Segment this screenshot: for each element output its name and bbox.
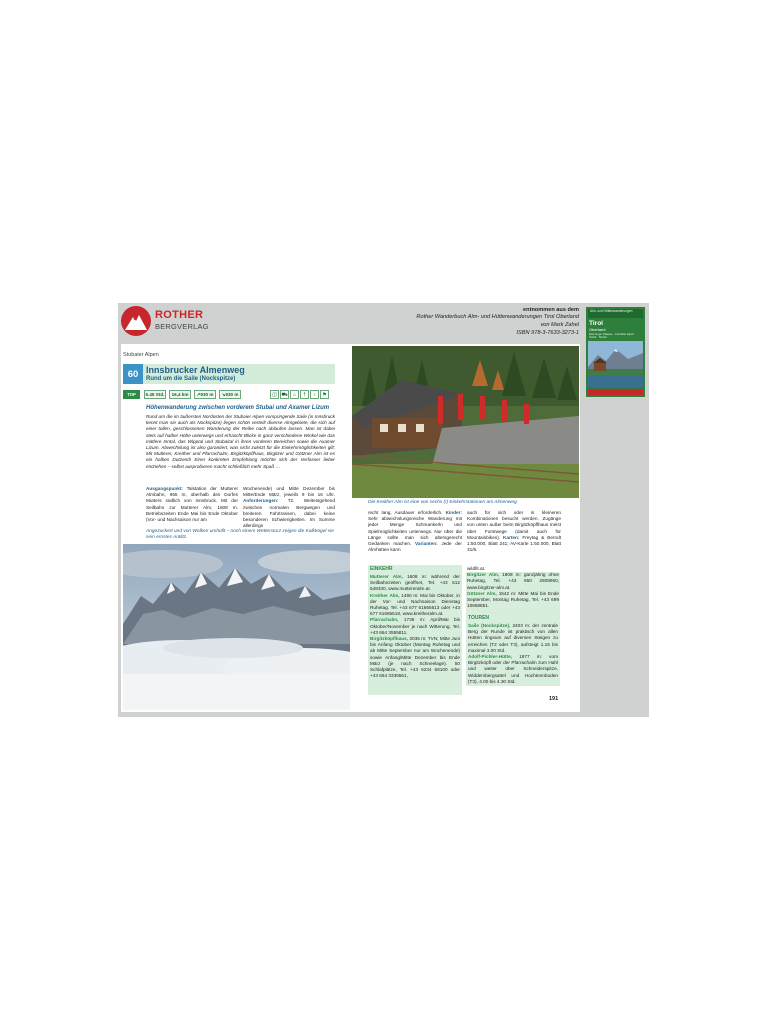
einkehr-item-name: Pfarrachalm, xyxy=(370,617,399,623)
flag-icon: ⚑ xyxy=(320,390,329,399)
touren-item-name: Saile (Nockspitze), xyxy=(468,623,511,628)
einkehr-item-text: 1542 m: Mitte Mai bis Ende September, Montag Ruhetag, Tel. +43 699 10658851. xyxy=(467,590,559,609)
length-note: recht lang, Ausdauer erforderlich. xyxy=(368,510,443,515)
einkehr-item xyxy=(467,591,559,610)
variants-text: Jede der Almhütten kann xyxy=(368,541,462,553)
family-icon: ♁ xyxy=(310,390,319,399)
einkehr-item-name: Birgitzer Alm, xyxy=(467,572,500,578)
einkehr-item-text: 1608 m: während der Seilbahnzeiten geöffnet, Tel. +43 512 548330, www.muttereralm.at. xyxy=(370,574,460,592)
einkehr-item-text: 1490 m: Mai bis Oktober, in der Vor- und Nachsaison Dienstag Ruhetag. Tel. +43 677 61665613 oder +43 677 61665618, www.kreitheralm.at. xyxy=(370,592,460,617)
requirements-text: T2. Weitestgehend zwischen normalen Bergwegen und breiteren Fahrtrassen, dabei keine besonderen Schwierigkeiten. Im Summe allerdings xyxy=(243,498,335,529)
einkehr-item-name: Birgitzköpflhaus, xyxy=(370,636,409,642)
page-number: 191 xyxy=(549,696,559,702)
top-badge: TOP xyxy=(123,390,140,399)
source-line-3: von Mark Zahel xyxy=(540,322,579,328)
cross-icon: † xyxy=(300,390,309,399)
einkehr-list-1 xyxy=(370,574,460,679)
touren-item-name: Adolf-Pichler-Hütte, xyxy=(468,654,513,660)
source-isbn: ISBN 978-3-7633-3273-1 xyxy=(516,330,579,336)
start-point-text: Talstation der Mutterer Almbahn, 955 m, oberhalb des Dorfes Mutters südlich von Innsbruck. Mit der Seilbahn zur Mutterer Alm, 1608 m. Betriebszeiten Ende Mai bis Ende Oktober (Vor- und Nachsaison nur am xyxy=(146,486,238,523)
einkehr-item xyxy=(370,574,460,593)
einkehr-list-2 xyxy=(467,566,559,609)
rother-logo-icon xyxy=(121,306,151,336)
cover-footer xyxy=(588,389,643,395)
einkehr-continued: wildfit.at. xyxy=(467,566,486,571)
einkehr-item-text: 1808 m: ganzjährig ohne Ruhetag, Tel. +43 650 2809950, www.birgitzer-alm.at. xyxy=(467,572,559,590)
einkehr-item xyxy=(370,636,460,679)
cable-car-icon: ◫ xyxy=(270,390,279,399)
touren-item xyxy=(468,654,558,685)
stat-distance: 16,4 km xyxy=(169,390,191,399)
einkehr-heading: EINKEHR xyxy=(370,566,393,572)
einkehr-item-name: Götzner Alm, xyxy=(467,590,497,596)
touren-item-text: 1977 m: vom Birgitzköpfl oder der Pfarrachalm zum Hahl und weiter über Schneiderspitze, Widdersbergsattel und Hochtennboden (T3), 4.00 bis 4.30 Std. xyxy=(468,654,558,684)
route-subtitle: Rund um die Saile (Nockspitze) xyxy=(146,376,236,382)
start-point-label: Ausgangspunkt: xyxy=(146,486,183,491)
book-cover-image xyxy=(586,307,645,397)
kreither-alm-photo xyxy=(352,346,579,498)
bus-icon: ⛟ xyxy=(281,392,288,398)
maps-label: Karten: xyxy=(503,534,520,540)
einkehr-item xyxy=(370,617,460,636)
left-column-2 xyxy=(243,486,335,529)
requirements-label: Anforderungen: xyxy=(243,498,279,504)
lead-title: Höhenwanderung zwischen vorderem Stubai und Axamer Lizum xyxy=(146,405,330,411)
season-text: Wochenende) und Mitte Dezember bis Mitte/Ende März, jeweils 9 bis 16 Uhr. xyxy=(243,486,335,498)
cover-title: Tirol xyxy=(589,320,603,327)
publisher-imprint: BERGVERLAG xyxy=(155,322,209,331)
einkehr-item xyxy=(467,572,559,591)
cover-subtitle: Oberland xyxy=(589,327,606,332)
einkehr-item-text: 1736 m: April/Mai bis Oktober/November je nach Witterung, Tel. +43 664 3555811. xyxy=(370,617,460,635)
right-column-2 xyxy=(467,510,561,553)
mountain-photo xyxy=(123,544,350,710)
kids-label: Kinder: xyxy=(445,510,462,515)
touren-list xyxy=(468,623,558,685)
hut-icon: ⌂ xyxy=(290,390,299,399)
maps-text: Freytag & Berndt 1:50.000, Blatt 241; AV-Karte 1:50.000, Blatt 31/5. xyxy=(467,534,562,553)
touren-heading: TOUREN xyxy=(468,615,490,621)
einkehr-item-name: Kreither Alm, xyxy=(370,592,400,598)
right-column-1 xyxy=(368,510,462,553)
einkehr-item xyxy=(370,593,460,618)
hut-photo-caption: Die Kreither Alm ist eine von sechs (!) Einkehrstationen am Almenweg. xyxy=(368,500,519,505)
stat-duration: 5.45 Std. xyxy=(145,392,165,397)
region-label: Stubaier Alpen xyxy=(123,352,159,358)
source-line-1: entnommen aus dem xyxy=(523,307,579,313)
cover-top-text: Alm- und Hüttenwanderungen xyxy=(588,309,643,318)
publisher-name: ROTHER xyxy=(155,309,204,321)
lead-paragraph: Rund um die im äußersten Nordosten der Stubaier Alpen vorspringende Saile (in Innsbruck kennt man sie auch als Nockspitze) liegen schön verteilt diverse Almgebiete, die sich auf einer tollen, geschlossenen Wanderung der Reihe nach ablaufen lassen. Man ist dabei stets auf halber Höhe unterwegs und erhascht Blicke in ganz verschiedene Winkel wie das mittlere Inntal, das Wipptal und Stubaital in ihren vorderen Bereichen sowie die Axamer Lizum. Abwechslung ist also garantiert, was nicht zuletzt für die Einkehrmöglichkeiten gilt: Mit Mutterer, Kreither und Pfarrachalm, Birgitzköpflhaus, Birgitzer und Götzner Alm ist es ein halbes Dutzend! Einer konkreten Empfehlung möchte sich der Verfasser lieber entziehen – selbst ausprobieren macht schließlich mehr Spaß … xyxy=(146,414,335,469)
stat-ascent: ↗930 m xyxy=(194,390,216,399)
cover-photo xyxy=(588,341,643,387)
stat-descent: ↘930 m xyxy=(219,390,241,399)
kids-text: Sehr abwechslungsreiche Wanderung mit jeder Menge Schmankerln und Spielmöglichkeiten unterwegs. Nur über die Länge sollte man sich altersgerecht Gedanken machen. xyxy=(368,516,462,547)
touren-item xyxy=(468,623,558,654)
cover-tagline: Mieminger Plateau · Lechtaler Alpen · Ötztal · Stubai xyxy=(589,332,636,339)
einkehr-item-text: 2035 m: TVN; Mitte Juni bis Anfang Oktober (Montag Ruhetag und ab Mitte September nur am Wochenende) sowie Anfang/Mitte Dezember bis Ende März (je nach Schneelage). 50 Schlafplätze, Tel. +43 5234 68100 oder +43 664 3336561, xyxy=(370,636,460,679)
source-line-2: Rother Wanderbuch Alm- und Hüttenwanderungen Tirol Oberland xyxy=(416,314,579,320)
route-number: 60 xyxy=(123,364,143,384)
einkehr-item-name: Mutterer Alm, xyxy=(370,574,403,579)
touren-item-text: 2403 m: der zentrale Berg der Runde ist praktisch von allen Hütten ringsum auf diversen Steigen zu erreichen (T2 oder T3), aufsteigt 1.15 bis maximal 3.00 Std. xyxy=(468,623,558,653)
variants-label: Varianten: xyxy=(414,541,438,547)
left-column-1 xyxy=(146,486,238,523)
mountain-photo-caption: Angezuckert und von Wolken umhüllt – noch einem Wettersturz zeigen die Kalkkögel sie sein ernstes Antlitz. xyxy=(146,529,334,540)
variants-continued: auch für sich oder in kleineren Kombinationen besucht werden. Zugänge von unten außer beim Birgitzköpflhaus meist über Forstwege (damit auch für Mountainbikes). xyxy=(467,510,561,540)
route-title: Innsbrucker Almenweg xyxy=(146,365,245,375)
